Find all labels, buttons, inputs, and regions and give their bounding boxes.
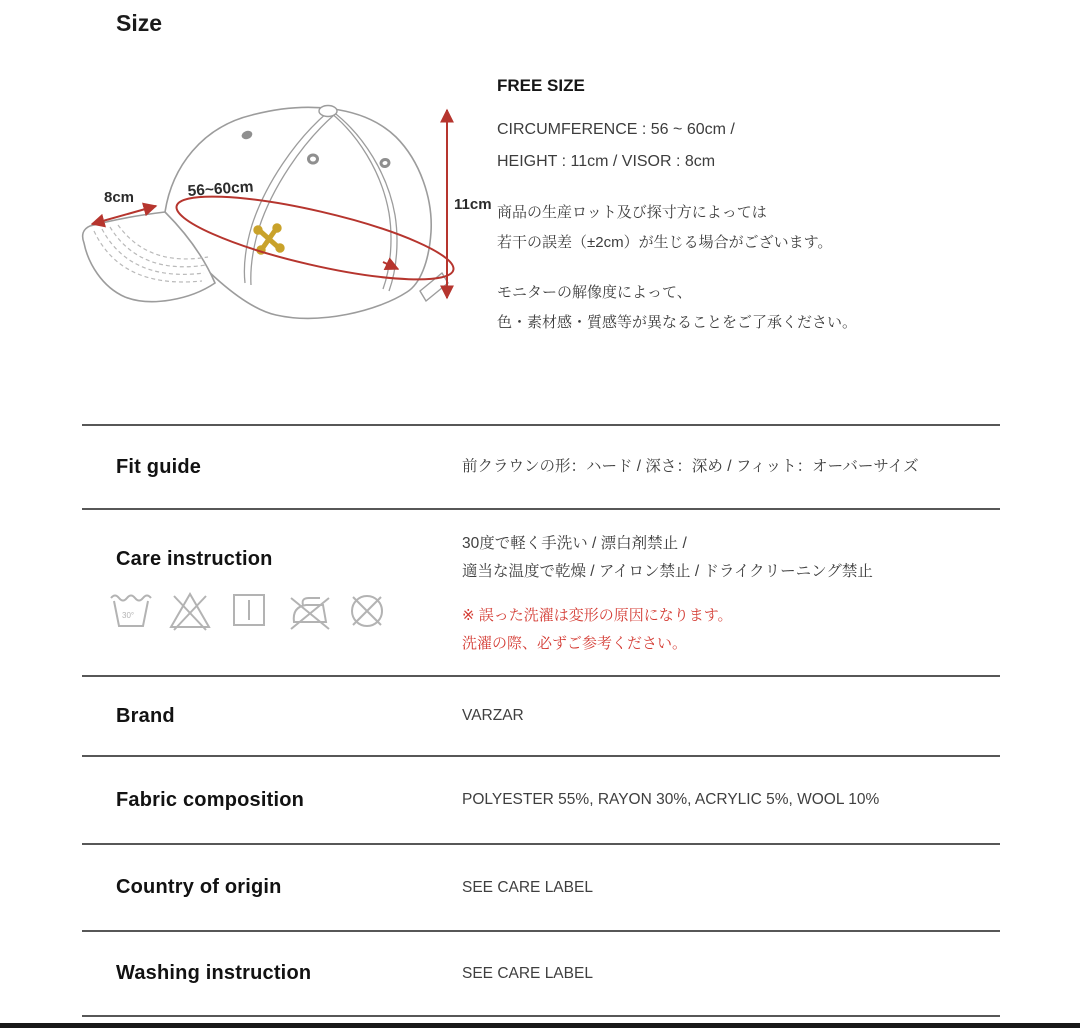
care-instruction-line: 適当な温度で乾燥 / アイロン禁止 / ドライクリーニング禁止 xyxy=(462,563,873,580)
care-symbols xyxy=(108,587,462,633)
free-size-heading: FREE SIZE xyxy=(497,76,585,95)
no-dryclean-icon xyxy=(344,587,390,633)
table-row-brand xyxy=(82,675,1000,755)
height-label: 11cm xyxy=(454,196,492,213)
svg-text:30°: 30° xyxy=(122,611,135,620)
no-iron-icon xyxy=(285,587,331,633)
circumference-label: 56~60cm xyxy=(187,178,255,200)
washing-instruction-label: Washing instruction xyxy=(116,962,312,984)
circumference-line: CIRCUMFERENCE : 56 ~ 60cm / xyxy=(497,121,735,138)
table-row-washing-instruction xyxy=(82,930,1000,1015)
table-row-fabric-composition xyxy=(82,755,1000,843)
page-title: Size xyxy=(116,10,163,36)
height-visor-line: HEIGHT : 11cm / VISOR : 8cm xyxy=(497,153,716,170)
page-bottom-edge xyxy=(0,1023,1080,1028)
country-of-origin-label: Country of origin xyxy=(116,876,282,898)
cap-size-diagram xyxy=(80,95,500,343)
care-instruction-line: 30度で軽く手洗い / 漂白剤禁止 / xyxy=(462,535,687,552)
visor-length-label: 8cm xyxy=(104,189,135,206)
table-row-fit-guide xyxy=(82,424,1000,508)
fabric-composition-value: POLYESTER 55%, RAYON 30%, ACRYLIC 5%, WOOL 10% xyxy=(462,791,880,808)
country-of-origin-value: SEE CARE LABEL xyxy=(462,878,593,896)
handwash-30-icon xyxy=(108,587,154,633)
cap-illustration-icon xyxy=(80,95,500,343)
size-info xyxy=(497,76,1007,338)
brand-label: Brand xyxy=(116,704,175,727)
tolerance-note: 商品の生産ロット及び探寸方によっては 若干の誤差（±2cm）が生じる場合がございます。 xyxy=(497,204,833,251)
fabric-composition-label: Fabric composition xyxy=(116,788,305,811)
fit-guide-value: 前クラウンの形：ハード / 深さ：深め / フィット：オーバーサイズ xyxy=(462,458,919,475)
spec-table xyxy=(82,424,1000,1017)
care-instruction-label: Care instruction xyxy=(116,548,273,570)
care-warning: ※ 誤った洗濯は変形の原因になります。 洗濯の際、必ずご参考ください。 xyxy=(462,607,733,652)
fit-guide-label: Fit guide xyxy=(116,455,202,478)
brand-value: VARZAR xyxy=(462,707,524,724)
washing-instruction-value: SEE CARE LABEL xyxy=(462,964,593,982)
table-row-care-instruction xyxy=(82,508,1000,675)
dimension-lines xyxy=(497,114,1007,178)
no-bleach-icon xyxy=(167,587,213,633)
drip-dry-icon xyxy=(226,587,272,633)
monitor-note: モニターの解像度によって、 色・素材感・質感等が異なることをご了承ください。 xyxy=(497,284,858,331)
table-row-country-of-origin xyxy=(82,843,1000,930)
